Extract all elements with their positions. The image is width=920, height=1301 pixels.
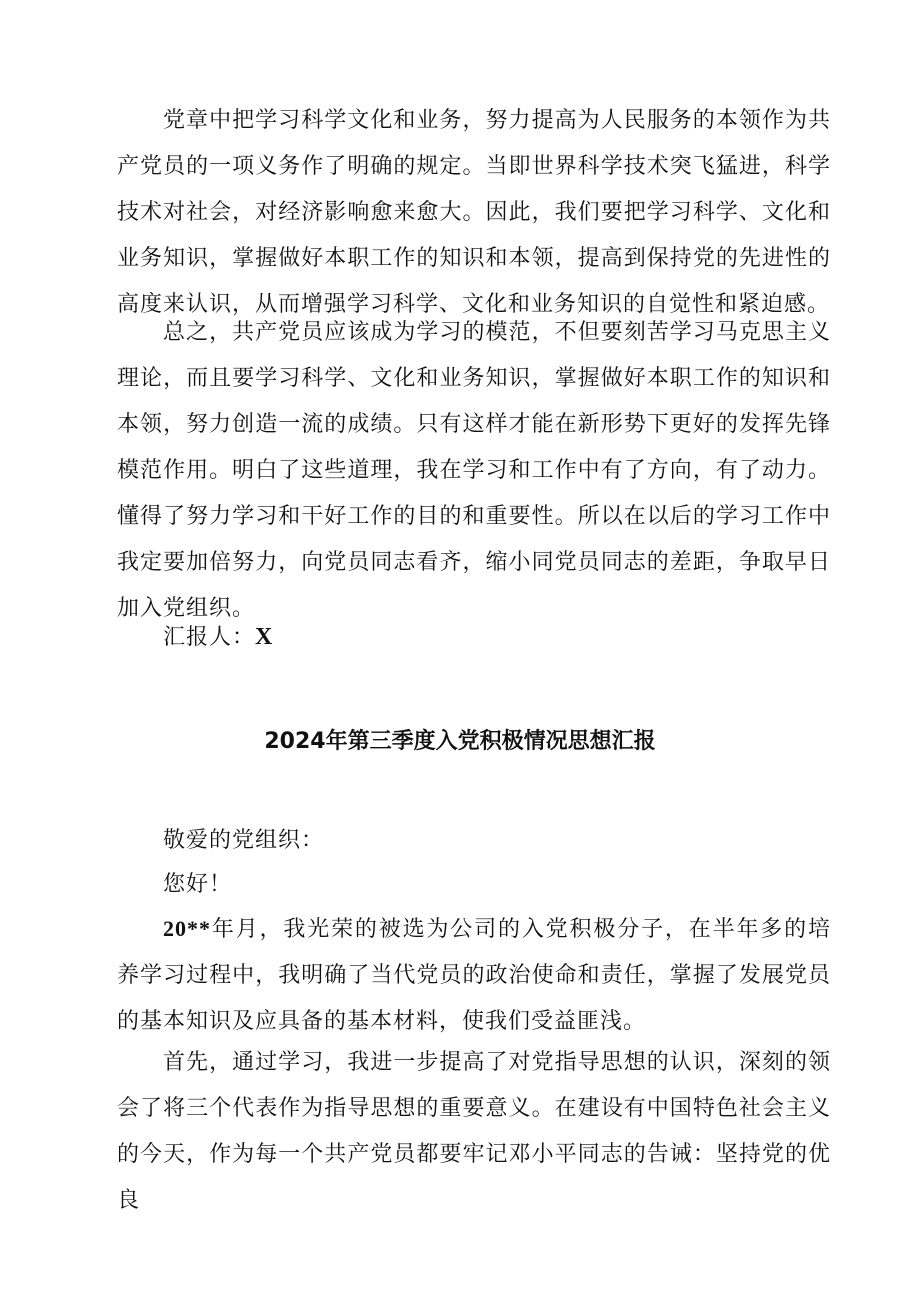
reporter-name: X [255,624,274,650]
reporter-line [117,614,831,661]
body-paragraph-study-requirement: 党章中把学习科学文化和业务，努力提高为人民服务的本领作为共产党员的一项义务作了明确的规定。当即世界科学技术突飞猛进，科学技术对社会，对经济影响愈来愈大。因此，我们要把学习科学、文化和业务知识，掌握做好本职工作的知识和本领，提高到保持党的先进性的高度来认识，从而增强学习科学、文化和业务知识的自觉性和紧迫感。 [117,108,831,317]
body-paragraph-conclusion: 总之，共产党员应该成为学习的模范，不但要刻苦学习马克思主义理论，而且要学习科学、文化和业务知识，掌握做好本职工作的知识和本领，努力创造一流的成绩。只有这样才能在新形势下更好的发挥先锋模范作用。明白了这些道理，我在学习和工作中有了方向，有了动力。懂得了努力学习和干好工作的目的和重要性。所以在以后的学习工作中我定要加倍努力，向党员同志看齐，缩小同党员同志的差距，争取早日加入党组织。 [117,320,831,621]
body-paragraph-selection [117,906,831,1045]
body-paragraph-guiding-thought: 首先，通过学习，我进一步提高了对党指导思想的认识，深刻的领会了将三个代表作为指导思想的重要意义。在建设有中国特色社会主义的今天，作为每一个共产党员都要牢记邓小平同志的告诫：坚持党的优良 [117,1050,831,1213]
report-title: 2024年第三季度入党积极情况思想汇报 [264,729,656,754]
salutation: 敬爱的党组织： [163,828,325,853]
selection-text: 年月，我光荣的被选为公司的入党积极分子，在半年多的培养学习过程中，我明确了当代党员的政治使命和责任，掌握了发展党员的基本知识及应具备的基本材料，使我们受益匪浅。 [117,917,831,1034]
reporter-label: 汇报人： [163,625,256,650]
year-placeholder: 20** [163,916,211,941]
greeting: 您好！ [163,872,233,897]
